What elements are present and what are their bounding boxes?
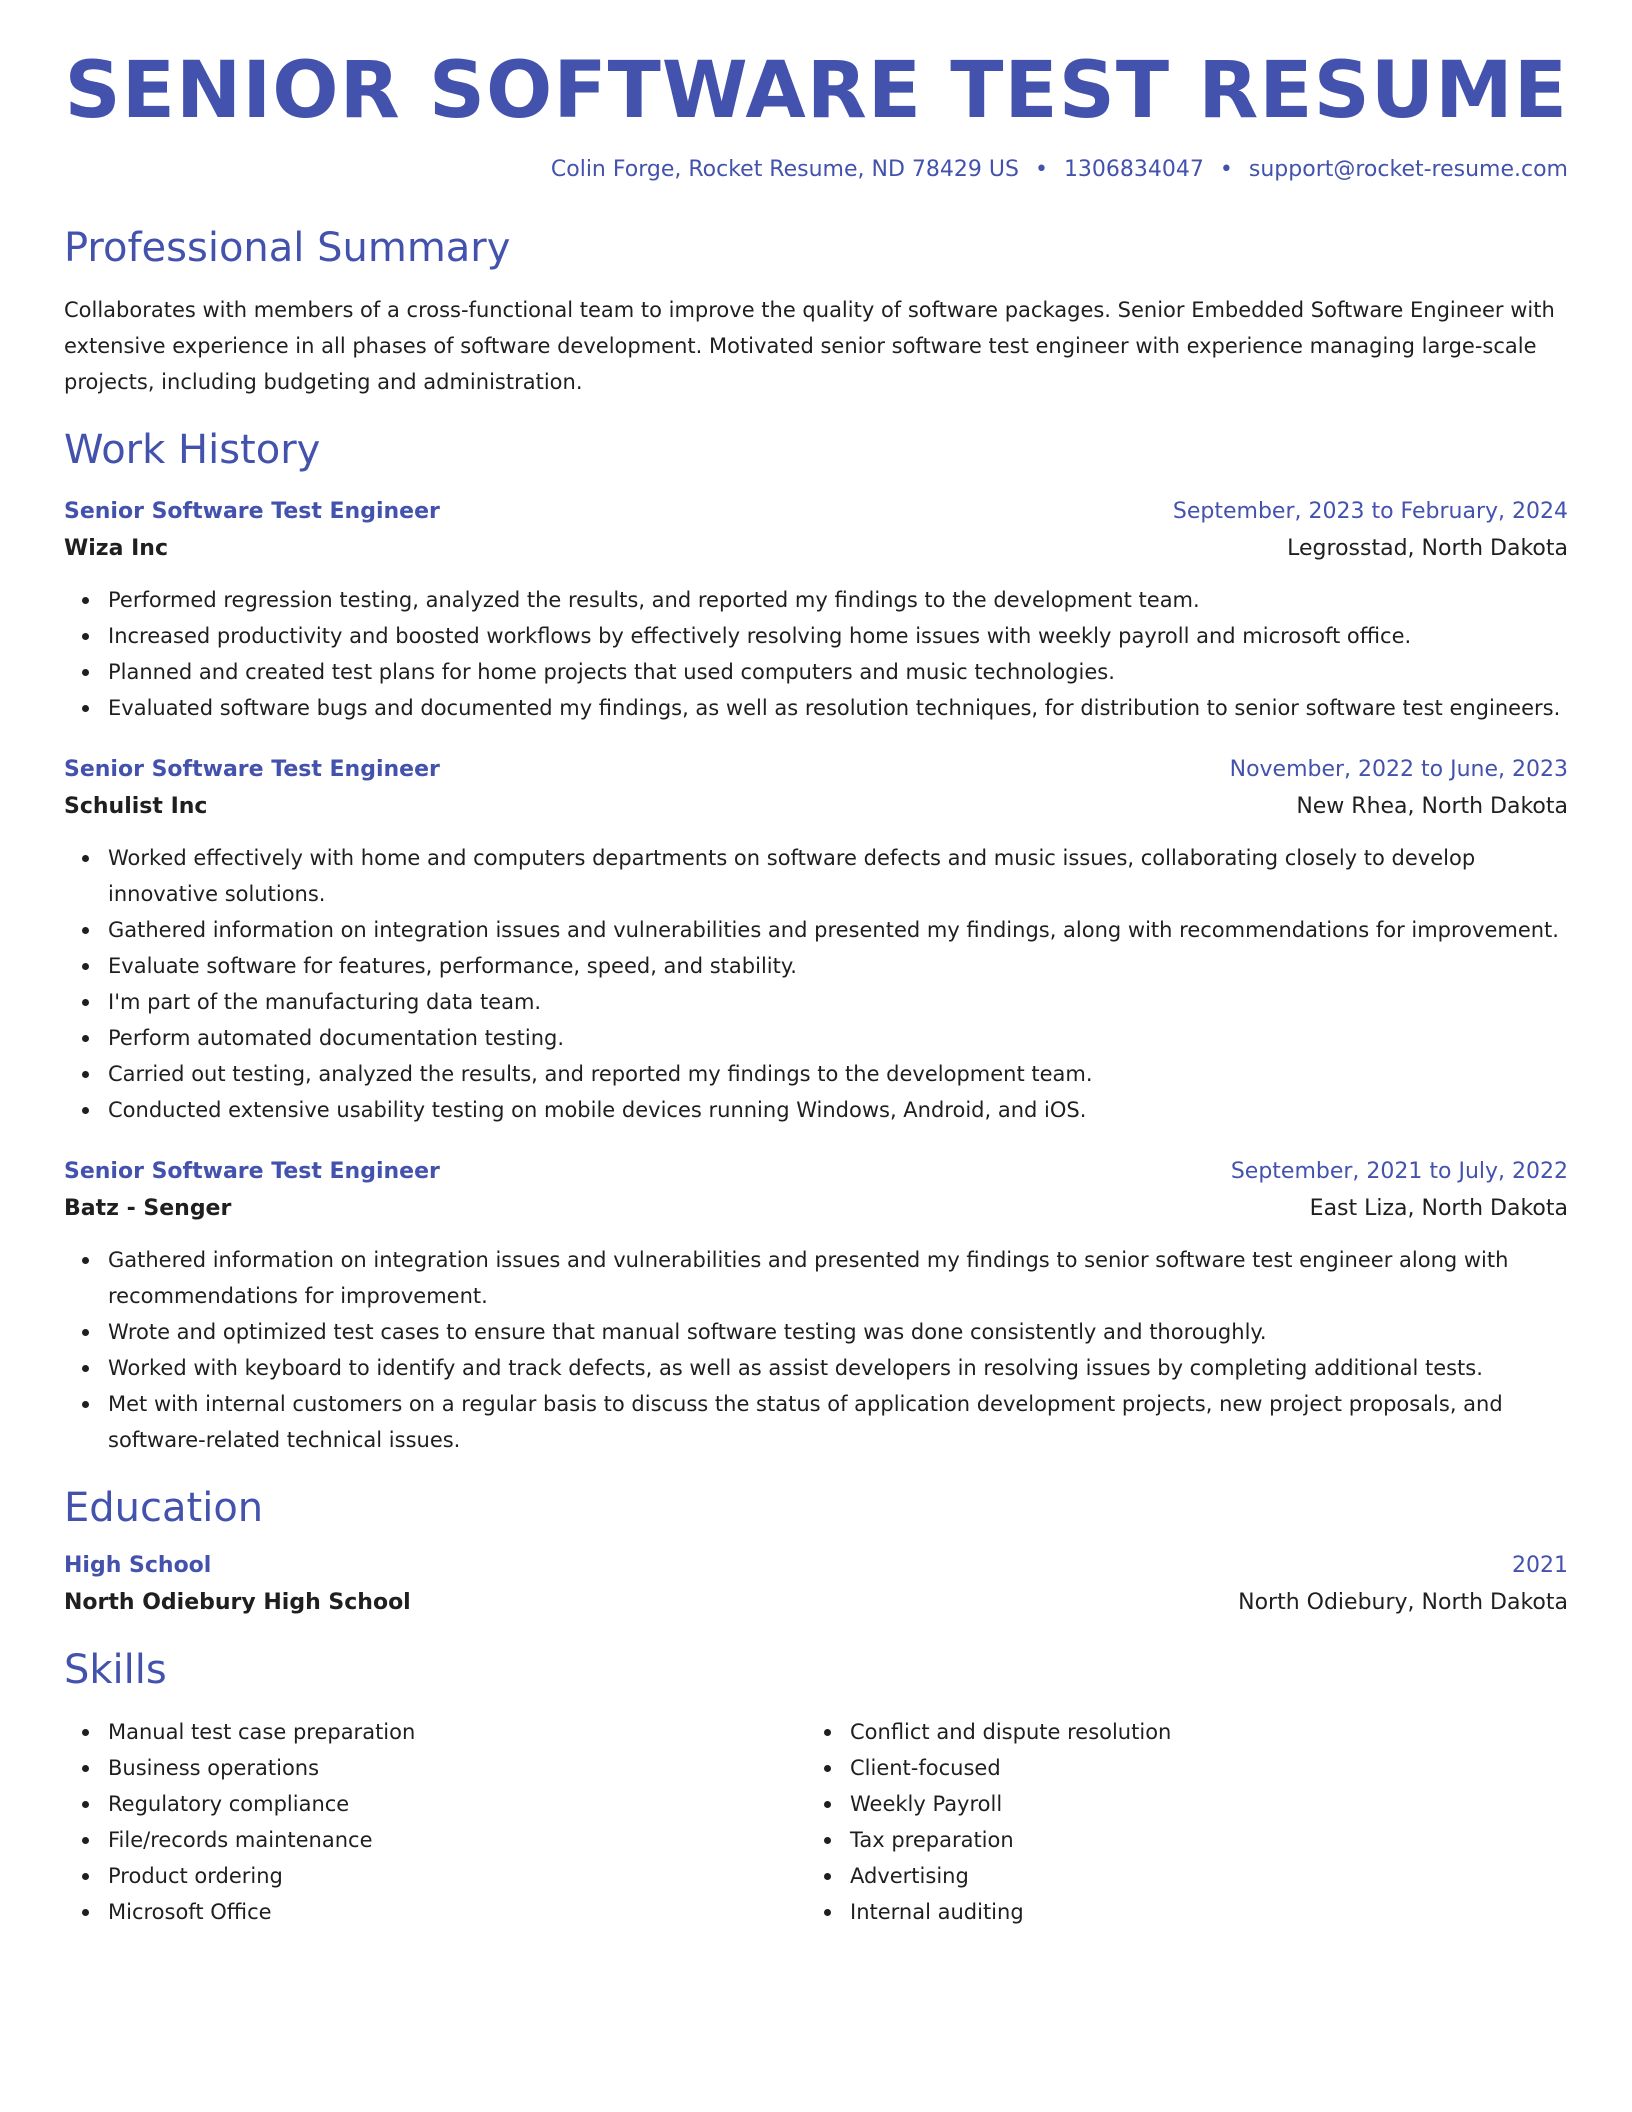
list-item: Evaluate software for features, performance, speed, and stability. bbox=[108, 948, 1568, 984]
job-company: Wiza Inc bbox=[64, 536, 169, 562]
contact-email: support@rocket-resume.com bbox=[1248, 157, 1568, 183]
skill-item: Conflict and dispute resolution bbox=[850, 1714, 1548, 1750]
skill-item: Product ordering bbox=[108, 1858, 806, 1894]
list-item: Worked effectively with home and computers departments on software defects and music issues, collaborating closely to develop innovative solutions. bbox=[108, 840, 1568, 912]
job-company: Schulist Inc bbox=[64, 794, 208, 820]
summary-text: Collaborates with members of a cross-functional team to improve the quality of software packages. Senior Embedded Software Engineer with extensive experience in all phases of software development. Motivated senior software test engineer with experience managing large-scale projects, including budgeting and administration. bbox=[64, 298, 1555, 395]
contact-separator: • bbox=[1034, 157, 1048, 183]
skill-item: Business operations bbox=[108, 1750, 806, 1786]
education-year: 2021 bbox=[1512, 1553, 1568, 1579]
contact-address: Colin Forge, Rocket Resume, ND 78429 US bbox=[550, 157, 1019, 183]
skill-item: Regulatory compliance bbox=[108, 1786, 806, 1822]
job-entry bbox=[64, 752, 1568, 1128]
education-location: North Odiebury, North Dakota bbox=[1238, 1590, 1568, 1616]
summary-heading: Professional Summary bbox=[64, 225, 511, 272]
skill-item: Advertising bbox=[850, 1858, 1548, 1894]
skills-list bbox=[64, 1714, 1568, 1930]
skills-column-left bbox=[64, 1714, 806, 1930]
skills-column-right bbox=[806, 1714, 1548, 1930]
job-entry bbox=[64, 494, 1568, 726]
job-title: Senior Software Test Engineer bbox=[64, 757, 440, 783]
job-location: New Rhea, North Dakota bbox=[1296, 794, 1568, 820]
job-location: East Liza, North Dakota bbox=[1309, 1196, 1568, 1222]
job-bullets bbox=[64, 1242, 1568, 1458]
list-item: Gathered information on integration issues and vulnerabilities and presented my findings, along with recommendations for improvement. bbox=[108, 912, 1568, 948]
list-item: Evaluated software bugs and documented my findings, as well as resolution techniques, for distribution to senior software test engineers. bbox=[108, 690, 1568, 726]
skill-item: File/records maintenance bbox=[108, 1822, 806, 1858]
skill-item: Internal auditing bbox=[850, 1894, 1548, 1930]
job-dates: November, 2022 to June, 2023 bbox=[1229, 757, 1568, 783]
skill-item: Tax preparation bbox=[850, 1822, 1548, 1858]
education-entry bbox=[64, 1548, 1568, 1622]
list-item: I'm part of the manufacturing data team. bbox=[108, 984, 1568, 1020]
education-heading: Education bbox=[64, 1485, 264, 1532]
list-item: Met with internal customers on a regular basis to discuss the status of application development projects, new project proposals, and software-related technical issues. bbox=[108, 1386, 1568, 1458]
skill-item: Microsoft Office bbox=[108, 1894, 806, 1930]
job-title: Senior Software Test Engineer bbox=[64, 499, 440, 525]
contact-phone: 1306834047 bbox=[1063, 157, 1204, 183]
list-item: Wrote and optimized test cases to ensure that manual software testing was done consistently and thoroughly. bbox=[108, 1314, 1568, 1350]
contact-line bbox=[64, 157, 1568, 182]
list-item: Worked with keyboard to identify and track defects, as well as assist developers in resolving issues by completing additional tests. bbox=[108, 1350, 1568, 1386]
skill-item: Manual test case preparation bbox=[108, 1714, 806, 1750]
job-location: Legrosstad, North Dakota bbox=[1287, 536, 1568, 562]
list-item: Performed regression testing, analyzed the results, and reported my findings to the development team. bbox=[108, 582, 1568, 618]
skill-item: Client-focused bbox=[850, 1750, 1548, 1786]
work-history-heading: Work History bbox=[64, 427, 321, 474]
list-item: Conducted extensive usability testing on mobile devices running Windows, Android, and iOS. bbox=[108, 1092, 1568, 1128]
list-item: Carried out testing, analyzed the results, and reported my findings to the development team. bbox=[108, 1056, 1568, 1092]
resume-title: SENIOR SOFTWARE TEST RESUME bbox=[64, 46, 1568, 136]
list-item: Increased productivity and boosted workflows by effectively resolving home issues with weekly payroll and microsoft office. bbox=[108, 618, 1568, 654]
education-degree: High School bbox=[64, 1553, 212, 1579]
education-school: North Odiebury High School bbox=[64, 1590, 411, 1616]
skill-item: Weekly Payroll bbox=[850, 1786, 1548, 1822]
contact-separator: • bbox=[1219, 157, 1233, 183]
job-company: Batz - Senger bbox=[64, 1196, 232, 1222]
job-entry bbox=[64, 1154, 1568, 1458]
list-item: Perform automated documentation testing. bbox=[108, 1020, 1568, 1056]
job-dates: September, 2023 to February, 2024 bbox=[1172, 499, 1568, 525]
job-dates: September, 2021 to July, 2022 bbox=[1230, 1159, 1568, 1185]
job-bullets bbox=[64, 582, 1568, 726]
resume-page bbox=[64, 48, 1568, 1930]
list-item: Planned and created test plans for home projects that used computers and music technologies. bbox=[108, 654, 1568, 690]
list-item: Gathered information on integration issues and vulnerabilities and presented my findings to senior software test engineer along with recommendations for improvement. bbox=[108, 1242, 1568, 1314]
skills-heading: Skills bbox=[64, 1647, 167, 1694]
job-title: Senior Software Test Engineer bbox=[64, 1159, 440, 1185]
job-bullets bbox=[64, 840, 1568, 1128]
